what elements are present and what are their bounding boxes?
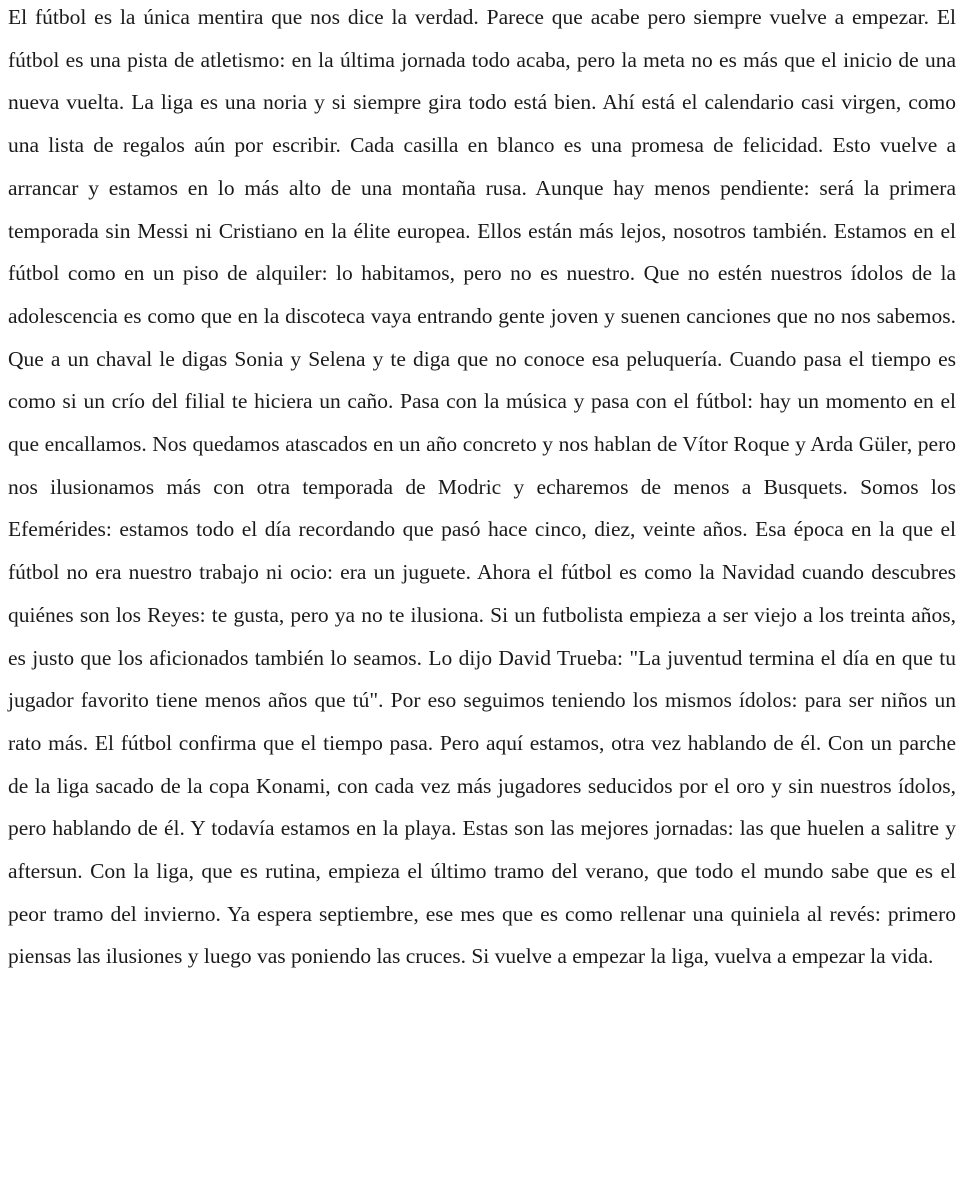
article-paragraph: El fútbol es la única mentira que nos dice la verdad. Parece que acabe pero siempre vuelve a empezar. El fútbol es una pista de atletismo: en la última jornada todo acaba, pero la meta no es más que el inicio de una nueva vuelta. La liga es una noria y si siempre gira todo está bien. Ahí está el calendario casi virgen, como una lista de regalos aún por escribir. Cada casilla en blanco es una promesa de felicidad. Esto vuelve a arrancar y estamos en lo más alto de una montaña rusa. Aunque hay menos pendiente: será la primera temporada sin Messi ni Cristiano en la élite europea. Ellos están más lejos, nosotros también. Estamos en el fútbol como en un piso de alquiler: lo habitamos, pero no es nuestro. Que no estén nuestros ídolos de la adolescencia es como que en la discoteca vaya entrando gente joven y suenen canciones que no nos sabemos. Que a un chaval le digas Sonia y Selena y te diga que no conoce esa peluquería. Cuando pasa el tiempo es como si un crío del filial te hiciera un caño. Pasa con la música y pasa con el fútbol: hay un momento en el que encallamos. Nos quedamos atascados en un año concreto y nos hablan de Vítor Roque y Arda Güler, pero nos ilusionamos más con otra temporada de Modric y echaremos de menos a Busquets. Somos los Efemérides: estamos todo el día recordando que pasó hace cinco, diez, veinte años. Esa época en la que el fútbol no era nuestro trabajo ni ocio: era un juguete. Ahora el fútbol es como la Navidad cuando descubres quiénes son los Reyes: te gusta, pero ya no te ilusiona. Si un futbolista empieza a ser viejo a los treinta años, es justo que los aficionados también lo seamos. Lo dijo David Trueba: "La juventud termina el día en que tu jugador favorito tiene menos años que tú". Por eso seguimos teniendo los mismos ídolos: para ser niños un rato más. El fútbol confirma que el tiempo pasa. Pero aquí estamos, otra vez hablando de él. Con un parche de la liga sacado de la copa Konami, con cada vez más jugadores seducidos por el oro y sin nuestros ídolos, pero hablando de él. Y todavía estamos en la playa. Estas son las mejores jornadas: las que huelen a salitre y aftersun. Con la liga, que es rutina, empieza el último tramo del verano, que todo el mundo sabe que es el peor tramo del invierno. Ya espera septiembre, ese mes que es como rellenar una quiniela al revés: primero piensas las ilusiones y luego vas poniendo las cruces. Si vuelve a empezar la liga, vuelva a empezar la vida.	[8, 5, 956, 969]
